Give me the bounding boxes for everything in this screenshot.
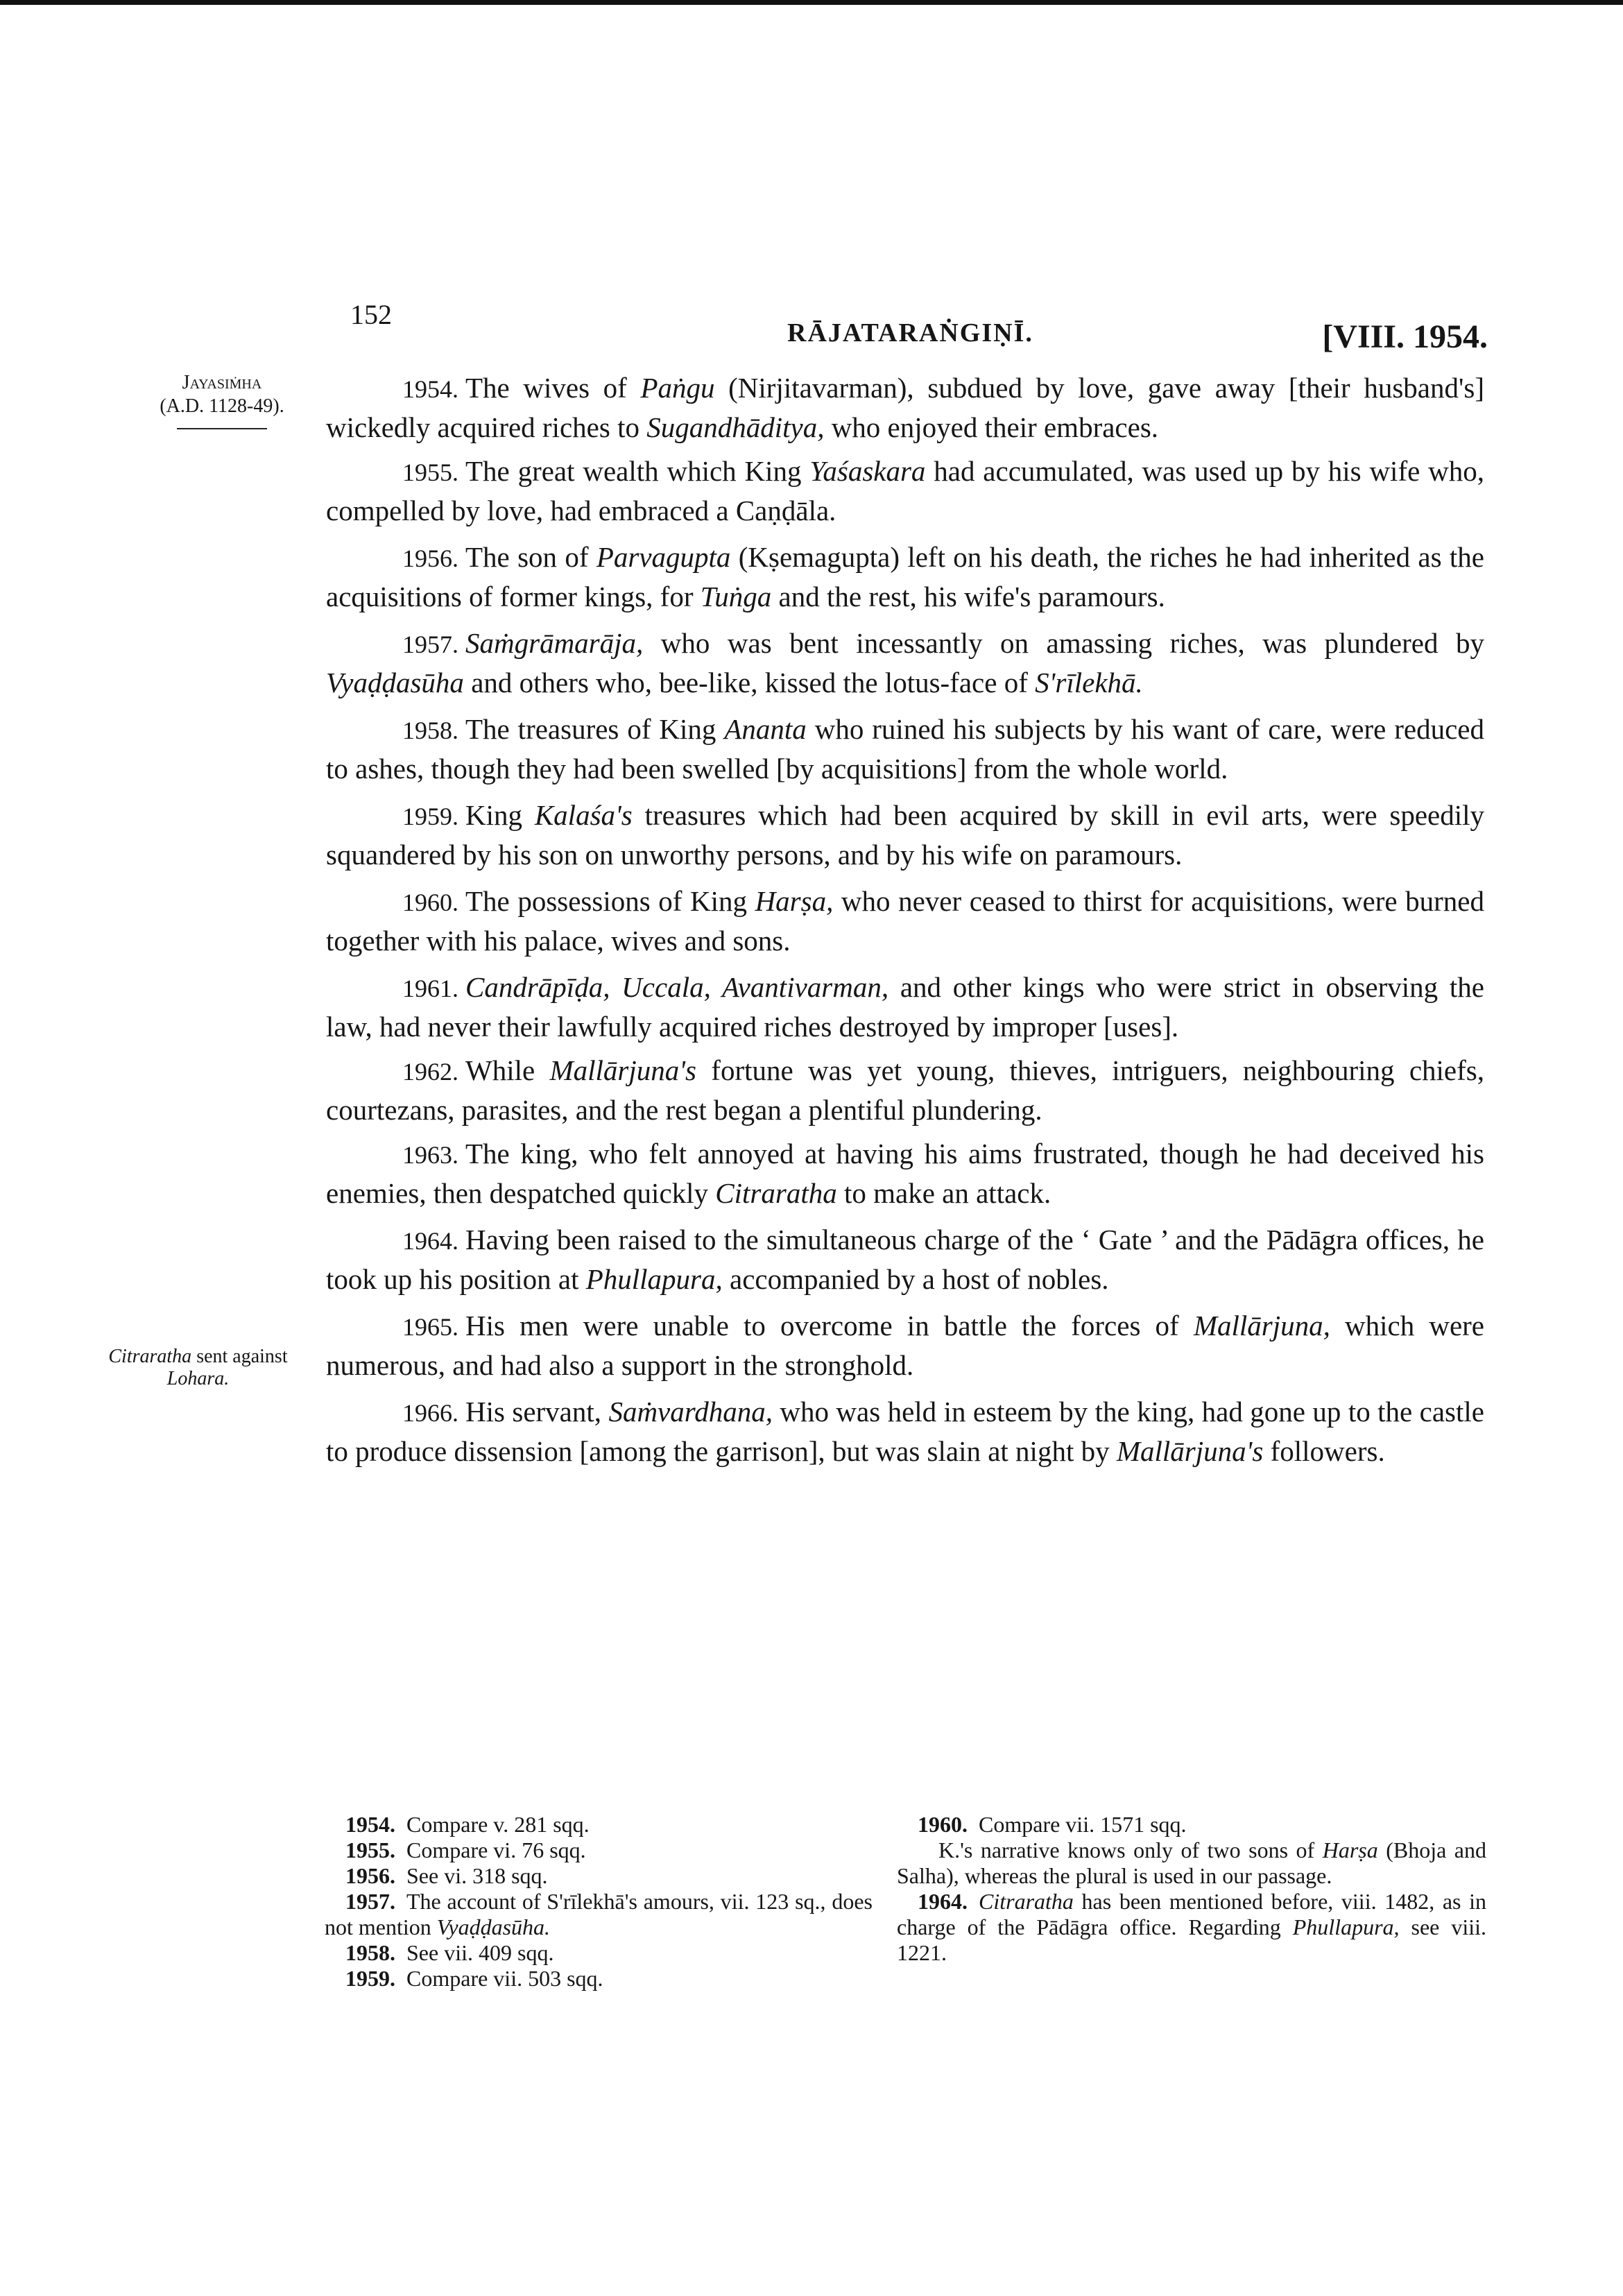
- footnote-number: 1958.: [345, 1940, 395, 1965]
- text-run: K.'s narrative knows only of two sons of: [938, 1837, 1323, 1862]
- verse: [326, 369, 1484, 447]
- italic-name: Sugandhāditya,: [646, 411, 825, 443]
- margin-note-place: Lohara.: [166, 1368, 230, 1389]
- italic-name: Ananta: [724, 713, 807, 745]
- page-header: [350, 291, 1488, 354]
- footnote-number: 1954.: [345, 1812, 395, 1837]
- footnote: [325, 1889, 873, 1940]
- text-run: (Nirjitavarman), subdued by love, gave away [their husband's] wickedly acquired riches to: [326, 372, 1484, 443]
- footnote-number: 1960.: [918, 1812, 968, 1837]
- text-run: who was held in esteem by the king, had gone up to the castle to produce dissension [among the garrison], but was slain at night by: [326, 1396, 1484, 1467]
- verse: [326, 882, 1484, 960]
- footnote: [325, 1940, 873, 1966]
- italic-name: Mallārjuna's: [1116, 1435, 1264, 1467]
- verse: [326, 1393, 1484, 1471]
- verse-number: 1965.: [402, 1313, 458, 1341]
- italic-name: Tuṅga: [700, 581, 772, 612]
- text-run: who was bent incessantly on amassing riches, was plundered by: [643, 627, 1484, 659]
- text-run: His men were unable to overcome in battle the forces of: [465, 1310, 1194, 1342]
- text-run: The possessions of King: [465, 885, 755, 917]
- italic-name: Saṁvardhana,: [608, 1396, 773, 1428]
- margin-king-dates: (A.D. 1128-49).: [160, 395, 284, 417]
- text-run: While: [465, 1054, 550, 1086]
- margin-rule: [177, 428, 267, 429]
- verse-number: 1961.: [402, 975, 458, 1002]
- text-run: had accumulated, was used up by his wife who, compelled by love, had embraced a Caṇḍāla.: [326, 455, 1484, 526]
- text-run: The great wealth which King: [465, 455, 810, 487]
- italic-name: Harṣa,: [755, 885, 834, 917]
- italic-name: Yaśaskara: [809, 455, 926, 487]
- running-title: RĀJATARAṄGIṆĪ.: [787, 318, 1033, 348]
- footnote: [325, 1966, 873, 1991]
- text-run: The treasures of King: [465, 713, 725, 745]
- text-run: The king, who felt annoyed at having his aims frustrated, though he had deceived his enemies, then despatched quickly: [326, 1138, 1484, 1209]
- text-run: (Kṣemagupta) left on his death, the riches he had inherited as the acquisitions of former kings, for: [326, 541, 1484, 612]
- italic-name: Vyaḍḍasūha: [326, 667, 464, 699]
- text-run: and the rest, his wife's paramours.: [771, 581, 1165, 612]
- italic-name: Kalaśa's: [534, 799, 633, 831]
- verse-number: 1956.: [402, 545, 458, 572]
- italic-name: Saṁgrāmarāja,: [465, 627, 644, 659]
- text-run: has been mentioned before, viii. 1482, as in charge of the Pādāgra office. Regarding: [897, 1889, 1486, 1939]
- text-run: who ruined his subjects by his want of care, were reduced to ashes, though they had been swelled [by acquisitions] from the whole world.: [326, 713, 1484, 785]
- italic-name: Citraratha: [715, 1177, 837, 1209]
- verse: [326, 452, 1484, 530]
- verse-number: 1958.: [402, 717, 458, 744]
- verse: [326, 1307, 1484, 1385]
- verse: [326, 624, 1484, 702]
- text-run: treasures which had been acquired by skill in evil arts, were speedily squandered by his son on unworthy persons, and by his wife on paramours.: [326, 799, 1484, 871]
- italic-name: Phullapura,: [1292, 1914, 1400, 1939]
- text-run: Compare vii. 1571 sqq.: [979, 1812, 1187, 1837]
- text-run: The wives of: [465, 372, 641, 404]
- text-run: who enjoyed their embraces.: [824, 411, 1159, 443]
- main-text: [326, 369, 1484, 1476]
- text-run: Compare v. 281 sqq.: [406, 1812, 590, 1837]
- italic-name: Mallārjuna,: [1193, 1310, 1330, 1342]
- footnote: [897, 1889, 1486, 1966]
- italic-name: Citraratha: [979, 1889, 1074, 1914]
- verse: [326, 1052, 1484, 1129]
- verse-number: 1959.: [402, 803, 458, 830]
- text-run: accompanied by a host of nobles.: [722, 1263, 1109, 1295]
- footnotes-right-column: [897, 1812, 1486, 1966]
- footnote: [897, 1812, 1486, 1837]
- text-run: and others who, bee-like, kissed the lotus-face of: [463, 667, 1036, 699]
- text-run: His servant,: [465, 1396, 609, 1428]
- text-run: Compare vii. 503 sqq.: [406, 1966, 603, 1991]
- italic-name: Phullapura,: [585, 1263, 723, 1295]
- text-run: Compare vi. 76 sqq.: [406, 1837, 586, 1862]
- text-run: to make an attack.: [836, 1177, 1051, 1209]
- italic-name: Vyaḍḍasūha.: [436, 1914, 551, 1939]
- text-run: Having been raised to the simultaneous charge of the ‘ Gate ’ and the Pādāgra offices, he took up his position at: [326, 1224, 1484, 1295]
- italic-name: Paṅgu: [640, 372, 715, 404]
- footnotes-left-column: [325, 1812, 873, 1991]
- verse: [326, 1135, 1484, 1213]
- section-reference: [VIII. 1954.: [1322, 318, 1488, 355]
- verse: [326, 710, 1484, 788]
- footnote: [325, 1837, 873, 1863]
- text-run: see viii. 1221.: [897, 1914, 1487, 1965]
- italic-name: Candrāpīḍa, Uccala, Avantivarman,: [465, 971, 889, 1003]
- verse-number: 1966.: [402, 1399, 458, 1427]
- verse-number: 1955.: [402, 459, 458, 486]
- text-run: followers.: [1263, 1435, 1385, 1467]
- footnote-number: 1964.: [918, 1889, 968, 1914]
- text-run: which were numerous, and had also a support in the stronghold.: [326, 1310, 1484, 1381]
- italic-name: S'rīlekhā.: [1035, 667, 1143, 699]
- footnote: [325, 1863, 873, 1889]
- footnote-number: 1957.: [345, 1889, 395, 1914]
- footnote-number: 1955.: [345, 1837, 395, 1862]
- text-run: See vi. 318 sqq.: [406, 1863, 548, 1888]
- footnote: [325, 1812, 873, 1837]
- verse-number: 1954.: [402, 375, 458, 403]
- verse-number: 1963.: [402, 1141, 458, 1169]
- margin-note-text: sent against: [191, 1346, 288, 1367]
- italic-name: Mallārjuna's: [549, 1054, 696, 1086]
- italic-name: Harṣa: [1322, 1837, 1378, 1862]
- italic-name: Parvagupta: [596, 541, 731, 573]
- verse-number: 1962.: [402, 1058, 458, 1086]
- footnote: [897, 1837, 1486, 1889]
- margin-king-heading: [111, 371, 333, 429]
- margin-note-name: Citraratha: [108, 1346, 192, 1367]
- text-run: fortune was yet young, thieves, intriguers, neighbouring chiefs, courtezans, parasites, and the rest began a plentiful plundering.: [326, 1054, 1484, 1126]
- margin-note: [75, 1346, 321, 1390]
- footnote-number: 1956.: [345, 1863, 395, 1888]
- text-run: (Bhoja and Salha), whereas the plural is used in our passage.: [897, 1837, 1487, 1888]
- verse-number: 1957.: [402, 631, 458, 658]
- text-run: King: [465, 799, 535, 831]
- verse: [326, 968, 1484, 1046]
- text-run: and other kings who were strict in observing the law, had never their lawfully acquired riches destroyed by improper [uses].: [326, 971, 1484, 1043]
- verse: [326, 1221, 1484, 1299]
- footnote-number: 1959.: [345, 1966, 395, 1991]
- text-run: See vii. 409 sqq.: [406, 1940, 554, 1965]
- margin-king-name: Jayasiṁha: [182, 372, 262, 393]
- text-run: The son of: [465, 541, 596, 573]
- text-run: who never ceased to thirst for acquisitions, were burned together with his palace, wives and sons.: [326, 885, 1485, 957]
- page-number: 152: [350, 299, 392, 330]
- verse: [326, 538, 1484, 616]
- text-run: The account of S'rīlekhā's amours, vii. 123 sq., does not mention: [325, 1889, 873, 1939]
- page-top-border: [0, 0, 1623, 5]
- verse-number: 1960.: [402, 889, 458, 916]
- verse: [326, 796, 1484, 874]
- verse-number: 1964.: [402, 1227, 458, 1255]
